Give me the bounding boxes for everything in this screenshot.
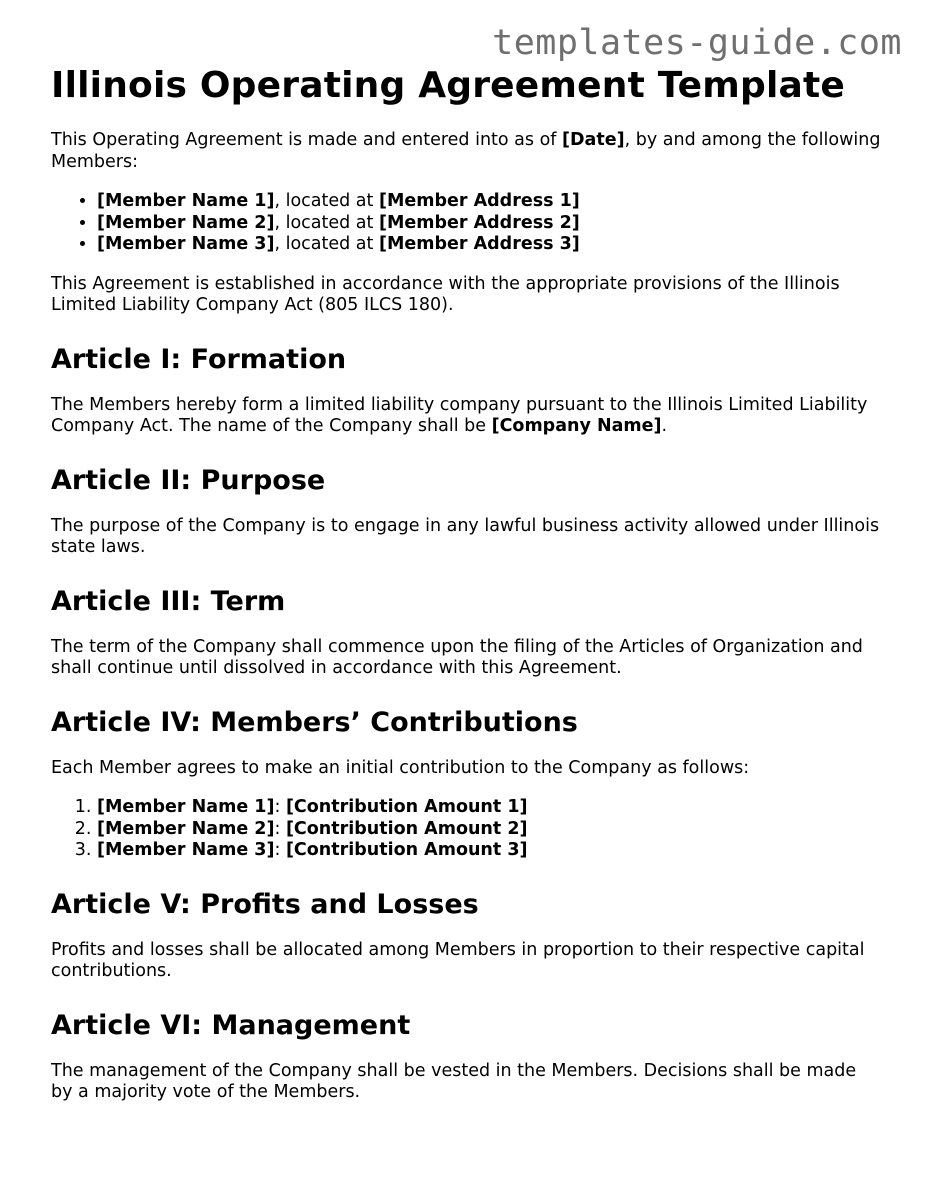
separator: :: [274, 818, 286, 839]
purpose-paragraph: The purpose of the Company is to engage in any lawful business activity allowed under Illinois state laws.: [51, 515, 880, 557]
management-paragraph: The management of the Company shall be vested in the Members. Decisions shall be made by a majority vote of the Members.: [51, 1060, 857, 1102]
intro-paragraph: [51, 130, 881, 173]
member-address: [Member Address 3]: [378, 234, 580, 254]
located-text: , located at: [274, 191, 379, 211]
member-name: [Member Name 1]: [97, 797, 275, 817]
list-item: [97, 234, 881, 256]
document-body: [51, 64, 881, 1122]
profits-paragraph: Profits and losses shall be allocated among Members in proportion to their respective capital contributions.: [51, 939, 865, 981]
member-name: [Member Name 1]: [97, 191, 275, 211]
formation-text-end: .: [661, 416, 668, 436]
member-name: [Member Name 2]: [97, 212, 275, 233]
article-heading-management: Article VI: Management: [51, 1009, 411, 1041]
contribution-amount: [Contribution Amount 3]: [285, 840, 528, 860]
separator: :: [274, 797, 286, 817]
term-paragraph: The term of the Company shall commence upon the filing of the Articles of Organization and shall continue until dissolved in accordance with this Agreement.: [51, 636, 863, 678]
formation-text: The Members hereby form a limited liability company pursuant to the Illinois Limited Liability Company Act. The name of the Company shall be: [51, 394, 868, 436]
located-text: , located at: [274, 212, 379, 233]
separator: :: [274, 840, 286, 860]
member-address: [Member Address 2]: [378, 212, 580, 233]
formation-paragraph: [51, 395, 881, 438]
article-heading-profits: Article V: Profits and Losses: [51, 888, 479, 920]
date-placeholder: [Date]: [562, 130, 625, 150]
article-heading-term: Article III: Term: [51, 585, 286, 617]
company-name-placeholder: [Company Name]: [491, 416, 662, 436]
member-name: [Member Name 2]: [97, 818, 275, 839]
list-item: [97, 840, 881, 862]
contribution-amount: [Contribution Amount 2]: [285, 818, 528, 839]
list-item: [97, 191, 881, 213]
article-heading-purpose: Article II: Purpose: [51, 464, 326, 496]
contributions-paragraph: Each Member agrees to make an initial contribution to the Company as follows:: [51, 757, 750, 778]
contribution-amount: [Contribution Amount 1]: [285, 797, 528, 817]
list-item: [97, 213, 881, 235]
member-address: [Member Address 1]: [378, 191, 580, 211]
member-name: [Member Name 3]: [97, 234, 275, 254]
intro-text: This Operating Agreement is made and entered into as of: [51, 130, 563, 150]
list-item: [97, 819, 881, 841]
article-heading-contributions: Article IV: Members’ Contributions: [51, 706, 578, 738]
watermark: templates-guide.com: [492, 23, 902, 63]
located-text: , located at: [274, 234, 379, 254]
established-paragraph: This Agreement is established in accordance with the appropriate provisions of the Illinois Limited Liability Company Act (805 ILCS 180).: [51, 273, 840, 315]
article-heading-formation: Article I: Formation: [51, 343, 347, 375]
contributions-list: [51, 797, 881, 862]
intro-text-end: , by and among the following Members:: [51, 130, 881, 172]
page-title: Illinois Operating Agreement Template: [51, 65, 846, 106]
members-list: [51, 191, 881, 256]
member-name: [Member Name 3]: [97, 840, 275, 860]
list-item: [97, 797, 881, 819]
